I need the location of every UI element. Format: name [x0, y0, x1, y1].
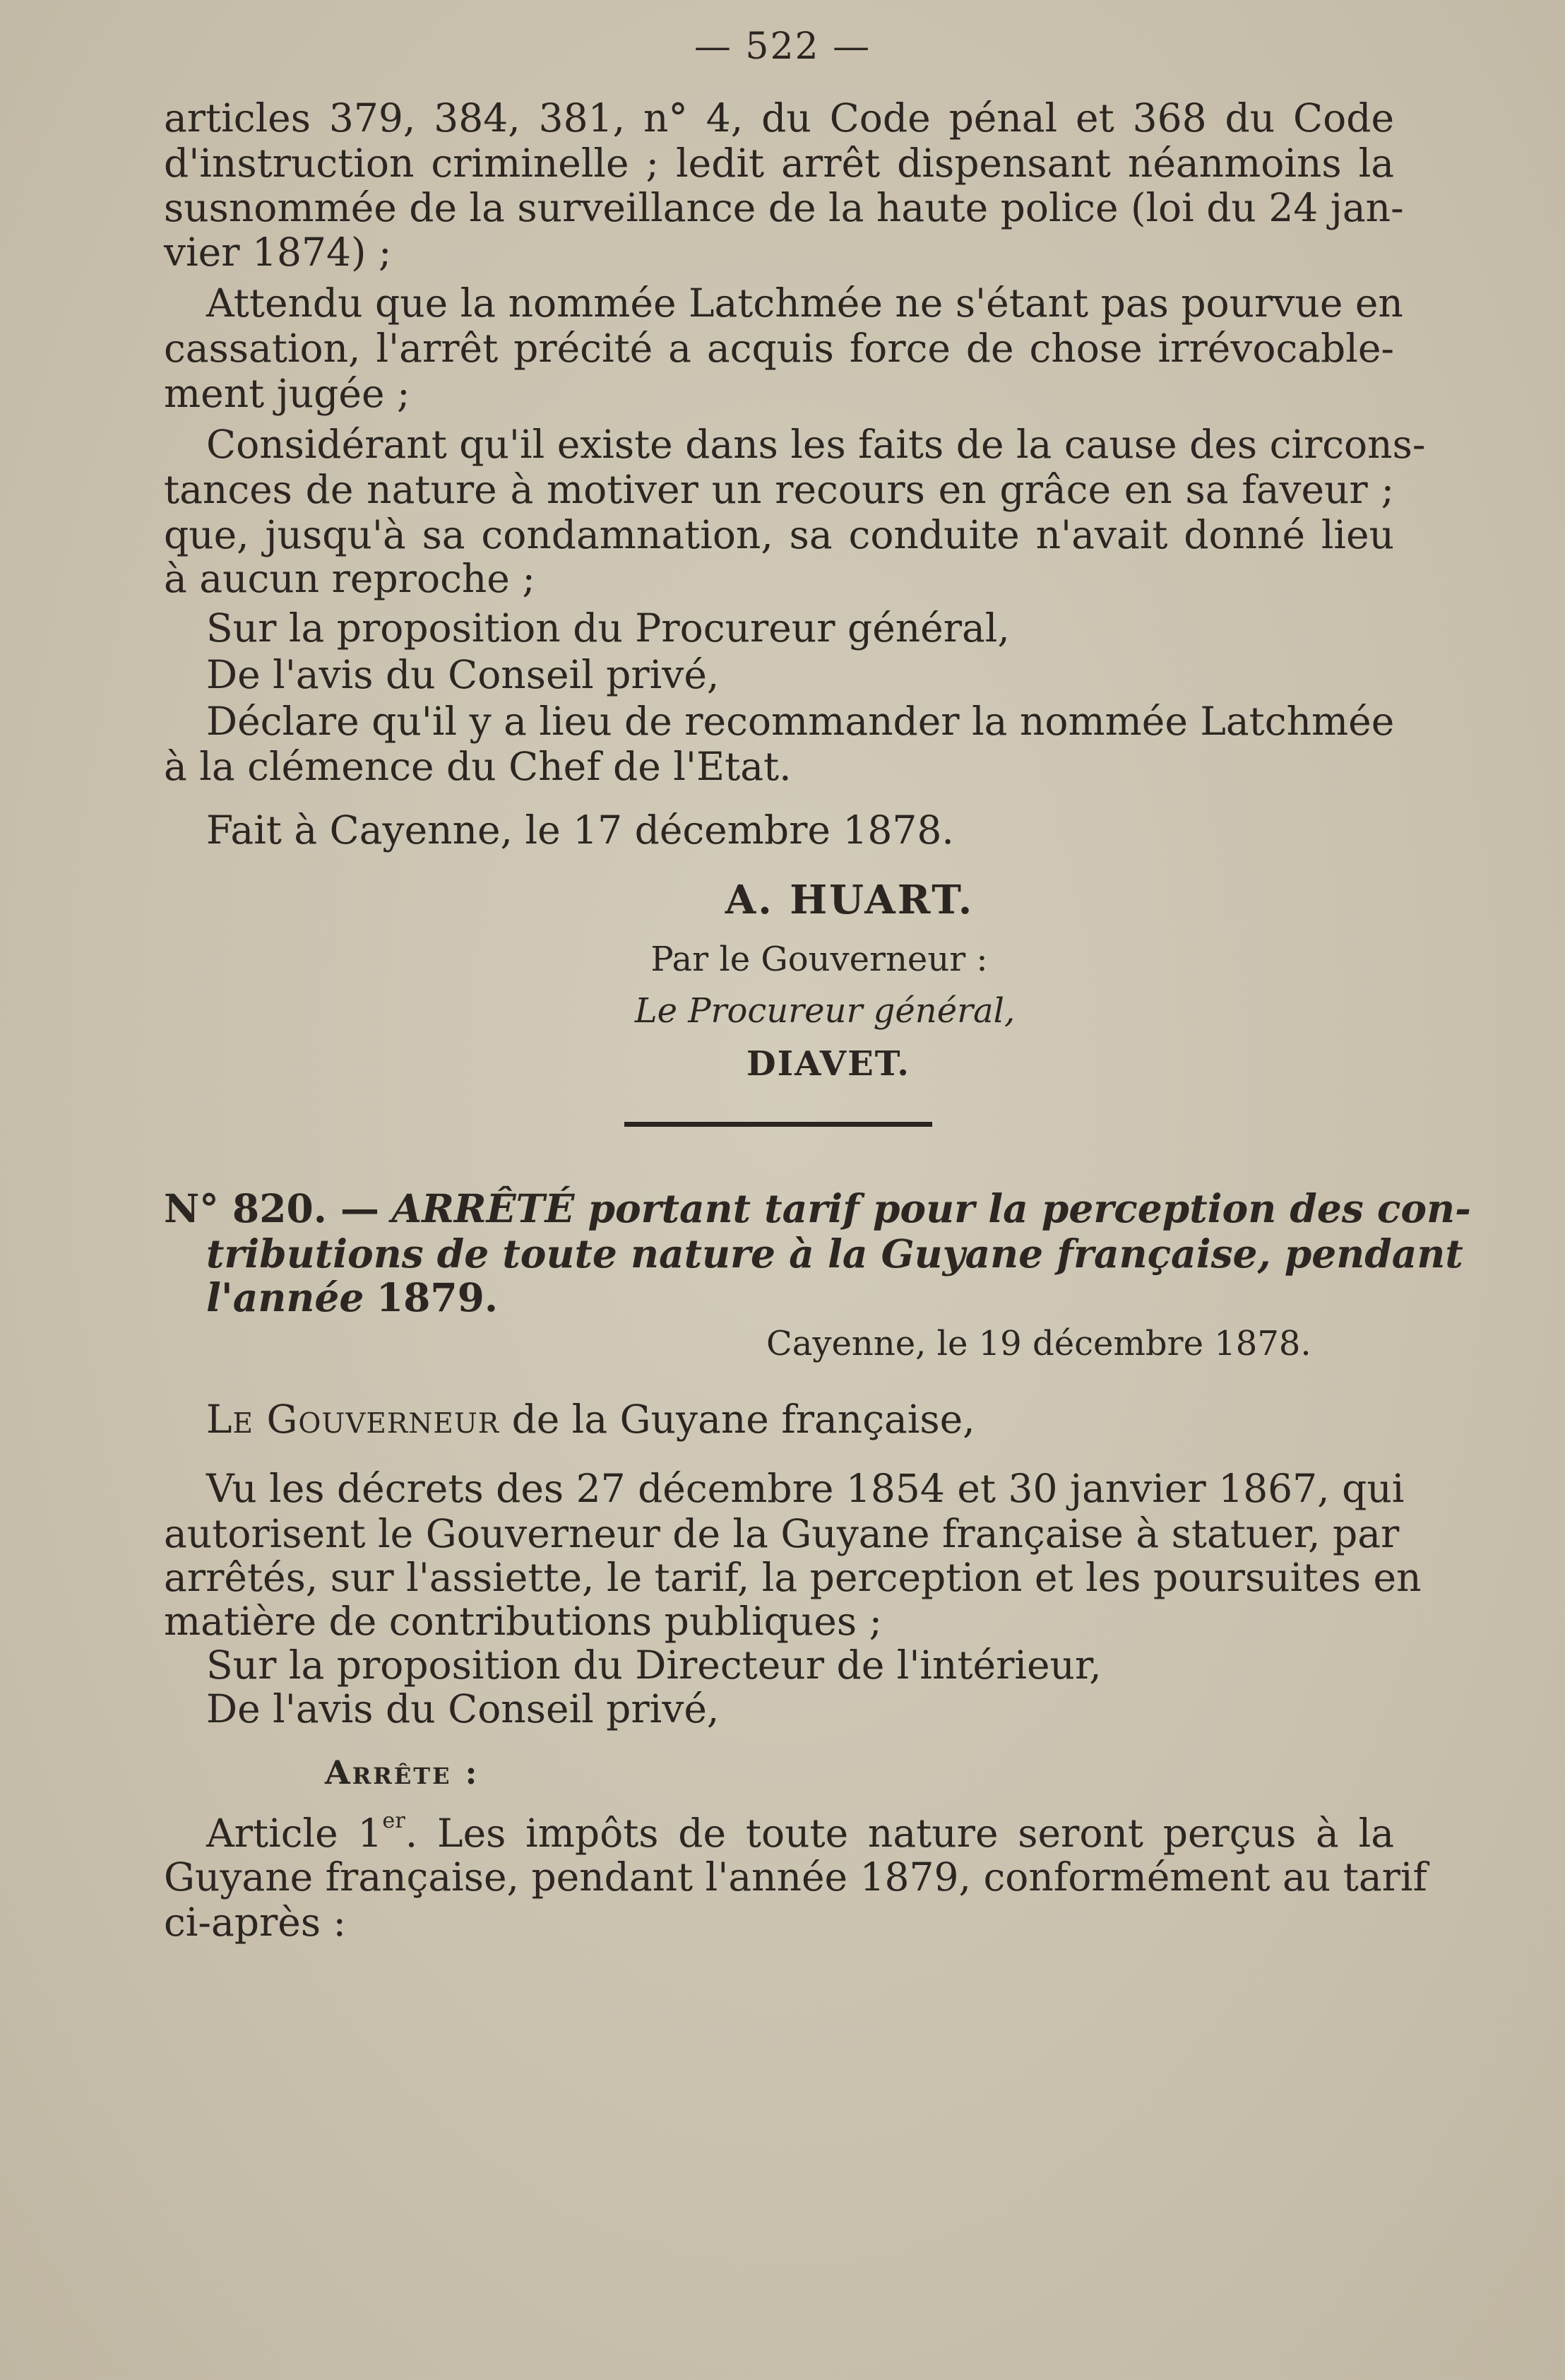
paragraph-line: ment jugée ; [164, 371, 410, 416]
paragraph-line: matière de contributions publiques ; [164, 1599, 883, 1644]
arrete-date: Cayenne, le 19 décembre 1878. [766, 1324, 1311, 1363]
paragraph-line: articles 379, 384, 381, n° 4, du Code pénal et 368 du Code [164, 95, 1394, 141]
avis-line: De l'avis du Conseil privé, [206, 1686, 720, 1731]
paragraph-line: Déclare qu'il y a lieu de recommander la nommée Latchmée [206, 699, 1395, 744]
article-line: Article 1er. Les impôts de toute nature seront perçus à la [206, 1808, 1394, 1856]
signatory-role: Le Procureur général, [634, 991, 1016, 1031]
paragraph-line: que, jusqu'à sa condamnation, sa conduite n'avait donné lieu [164, 512, 1394, 557]
paragraph-line: autorisent le Gouverneur de la Guyane française à statuer, par [164, 1511, 1400, 1556]
paragraph-line: arrêtés, sur l'assiette, le tarif, la perception et les poursuites en [164, 1555, 1422, 1600]
arrete-title-line [164, 1185, 1471, 1231]
fait-line: Fait à Cayenne, le 17 décembre 1878. [206, 807, 954, 853]
paragraph-line: Vu les décrets des 27 décembre 1854 et 30 janvier 1867, qui [206, 1466, 1405, 1511]
separator-rule [624, 1122, 932, 1127]
par-le-gouverneur: Par le Gouverneur : [650, 940, 988, 979]
countersignatory: DIAVET. [746, 1044, 910, 1084]
paragraph-line: Considérant qu'il existe dans les faits de la cause des circons- [206, 422, 1426, 467]
proposition-line: Sur la proposition du Directeur de l'intérieur, [206, 1642, 1102, 1688]
paragraph-line: à aucun reproche ; [164, 556, 535, 601]
arrete-title-line: l'année 1879. [206, 1274, 499, 1320]
avis-line: De l'avis du Conseil privé, [206, 652, 720, 697]
gouverneur-line: Le Gouverneur de la Guyane française, [206, 1397, 975, 1442]
paragraph-line: susnommée de la surveillance de la haute police (loi du 24 jan- [164, 185, 1404, 230]
paragraph-line: vier 1874) ; [164, 230, 392, 275]
arrete-title-line: tributions de toute nature à la Guyane française, pendant [206, 1231, 1463, 1277]
paragraph-line: d'instruction criminelle ; ledit arrêt dispensant néanmoins la [164, 141, 1394, 186]
signatory-name: A. HUART. [725, 877, 975, 923]
arrete-title: ARRÊTÉ portant tarif pour la perception des con- [391, 1185, 1471, 1231]
paragraph-line: Attendu que la nommée Latchmée ne s'étant pas pourvue en [206, 280, 1403, 326]
paragraph-line: à la clémence du Chef de l'Etat. [164, 744, 792, 789]
arrete-heading: Arrête : [325, 1753, 480, 1792]
proposition-line: Sur la proposition du Procureur général, [206, 605, 1010, 651]
page-number: — 522 — [694, 25, 871, 68]
arrete-number: N° 820. — [164, 1185, 380, 1231]
article-line: Guyane française, pendant l'année 1879, conformément au tarif [164, 1854, 1427, 1900]
paragraph-line: cassation, l'arrêt précité a acquis force de chose irrévocable- [164, 326, 1394, 371]
article-line: ci-après : [164, 1900, 347, 1945]
paragraph-line: tances de nature à motiver un recours en grâce en sa faveur ; [164, 467, 1394, 512]
